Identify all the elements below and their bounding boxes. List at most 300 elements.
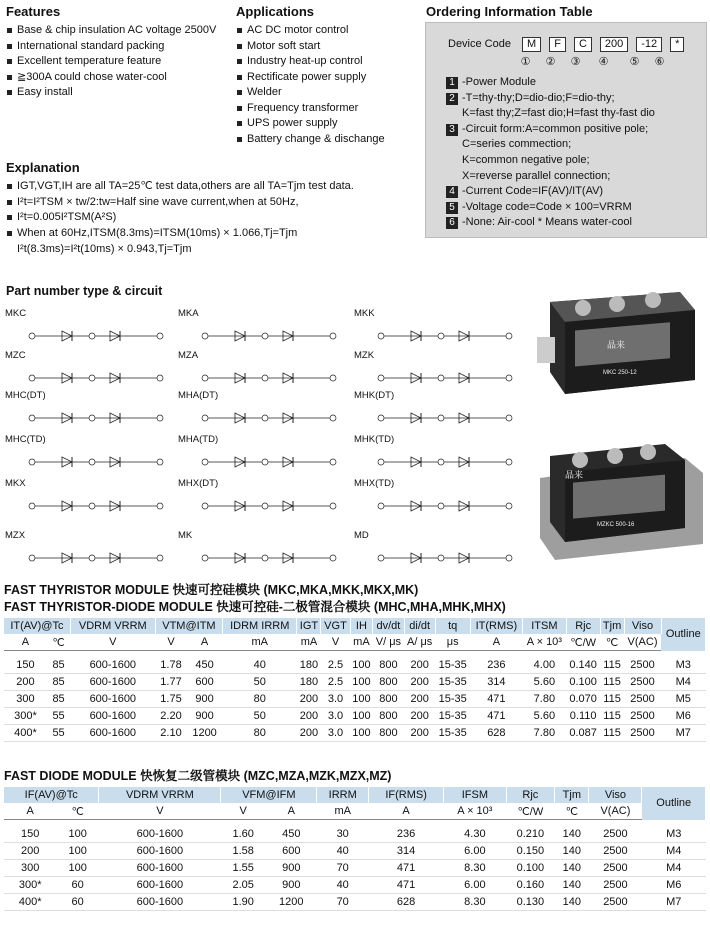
table-cell: 115 bbox=[600, 690, 624, 707]
table-cell: 140 bbox=[555, 842, 589, 859]
table-unit-cell: ℃ bbox=[600, 634, 624, 651]
table-cell: 140 bbox=[555, 893, 589, 910]
thyristor-title-1: FAST THYRISTOR MODULE 快速可控硅模块 (MKC,MKA,MKK,MKX,MK) bbox=[4, 583, 419, 597]
table-unit-cell: A bbox=[187, 634, 223, 651]
module-brand-2: 晶来 bbox=[565, 470, 584, 480]
table-cell: 2500 bbox=[624, 724, 661, 741]
table-cell: 0.110 bbox=[566, 707, 600, 724]
table-unit-cell: V(AC) bbox=[624, 634, 661, 651]
table-header-cell: VFM@IFM bbox=[221, 787, 317, 803]
ordering-item-number: 3 bbox=[446, 124, 458, 136]
table-row bbox=[4, 859, 706, 876]
table-cell: M4 bbox=[642, 842, 706, 859]
ordering-item-text: -Current Code=IF(AV)/IT(AV) bbox=[462, 185, 604, 198]
table-cell: 2500 bbox=[624, 673, 661, 690]
table-cell: 300 bbox=[4, 859, 56, 876]
table-row bbox=[4, 690, 706, 707]
table-unit-cell: ℃ bbox=[555, 803, 589, 820]
table-cell: 450 bbox=[266, 826, 317, 843]
table-cell: 600-1600 bbox=[70, 657, 155, 674]
table-header-row bbox=[4, 787, 706, 803]
table-header-cell: IT(RMS) bbox=[470, 618, 523, 634]
circuit-diagram bbox=[10, 540, 170, 574]
thyristor-table bbox=[4, 618, 706, 742]
explanation-section bbox=[6, 160, 354, 257]
table-cell: 115 bbox=[600, 724, 624, 741]
table-cell: 2500 bbox=[589, 893, 642, 910]
table-cell: 115 bbox=[600, 707, 624, 724]
circuit-label: MZX bbox=[5, 530, 26, 541]
circuit-label: MKC bbox=[5, 308, 27, 319]
ordering-item-number: 4 bbox=[446, 186, 458, 198]
table-cell: M3 bbox=[661, 657, 705, 674]
table-cell: 4.30 bbox=[444, 826, 506, 843]
table-header-row bbox=[4, 618, 706, 634]
table-cell: 0.160 bbox=[506, 876, 555, 893]
ordering-item-text: K=common negative pole; bbox=[462, 153, 590, 166]
table-cell: 800 bbox=[373, 707, 404, 724]
feature-item: Excellent temperature feature bbox=[6, 54, 216, 70]
circuit-label: MZK bbox=[354, 350, 375, 361]
circuit-diagram bbox=[183, 488, 343, 522]
table-cell: 100 bbox=[56, 842, 99, 859]
table-header-cell: VDRM VRRM bbox=[70, 618, 155, 634]
application-item: AC DC motor control bbox=[236, 23, 385, 39]
table-cell: 140 bbox=[555, 826, 589, 843]
table-cell: 85 bbox=[47, 673, 70, 690]
table-cell: 600-1600 bbox=[99, 859, 221, 876]
table-cell: 50 bbox=[222, 673, 297, 690]
table-cell: 180 bbox=[297, 673, 321, 690]
table-cell: 50 bbox=[222, 707, 297, 724]
table-cell: 80 bbox=[222, 690, 297, 707]
table-cell: 200 bbox=[404, 673, 435, 690]
table-cell: 2500 bbox=[589, 842, 642, 859]
table-cell: 600-1600 bbox=[70, 673, 155, 690]
table-cell: 140 bbox=[555, 859, 589, 876]
table-cell: 1200 bbox=[266, 893, 317, 910]
explanation-title: Explanation bbox=[6, 160, 80, 175]
device-code-row bbox=[448, 37, 684, 52]
table-cell: 900 bbox=[266, 876, 317, 893]
table-row bbox=[4, 724, 706, 741]
table-cell: 15-35 bbox=[435, 657, 470, 674]
table-cell: 0.150 bbox=[506, 842, 555, 859]
table-unit-cell: A bbox=[470, 634, 523, 651]
table-cell: 1.55 bbox=[221, 859, 266, 876]
module-code-2: MZKC 500-16 bbox=[597, 522, 635, 528]
table-unit-cell: V bbox=[99, 803, 221, 820]
circuit-diagram bbox=[359, 444, 519, 478]
table-cell: 1.75 bbox=[155, 690, 186, 707]
ordering-item bbox=[446, 91, 704, 107]
circuit-label: MHK(DT) bbox=[354, 390, 395, 401]
table-cell: 2.05 bbox=[221, 876, 266, 893]
table-header-cell: ITSM bbox=[523, 618, 566, 634]
circuit-label: MZA bbox=[178, 350, 199, 361]
circuit-diagram bbox=[183, 318, 343, 352]
code-box: F bbox=[549, 37, 566, 52]
circuit-diagram bbox=[183, 400, 343, 434]
table-cell: 2500 bbox=[589, 826, 642, 843]
table-cell: 300* bbox=[4, 876, 56, 893]
table-cell: 200 bbox=[297, 724, 321, 741]
table-cell: 5.60 bbox=[523, 707, 566, 724]
table-cell: 15-35 bbox=[435, 690, 470, 707]
table-unit-cell: V(AC) bbox=[589, 803, 642, 820]
applications-list bbox=[236, 23, 385, 147]
ordering-item-number: 2 bbox=[446, 93, 458, 105]
table-unit-cell: A bbox=[4, 634, 47, 651]
table-cell: 600-1600 bbox=[70, 724, 155, 741]
table-cell: 200 bbox=[297, 690, 321, 707]
ordering-item bbox=[446, 200, 704, 216]
table-cell: 3.0 bbox=[321, 724, 350, 741]
table-unit-cell: A bbox=[266, 803, 317, 820]
table-cell: 600-1600 bbox=[99, 842, 221, 859]
table-cell: 800 bbox=[373, 657, 404, 674]
circuit-diagrams bbox=[0, 300, 530, 575]
table-cell: 100 bbox=[350, 673, 373, 690]
table-row bbox=[4, 842, 706, 859]
table-unit-cell: V bbox=[70, 634, 155, 651]
table-cell: 100 bbox=[56, 826, 99, 843]
ordering-item-text: -None: Air-cool * Means water-cool bbox=[462, 216, 632, 229]
table-unit-cell: ℃/W bbox=[566, 634, 600, 651]
table-cell: 115 bbox=[600, 657, 624, 674]
table-header-cell: Tjm bbox=[600, 618, 624, 634]
circuit-diagram bbox=[183, 540, 343, 574]
table-cell: 600 bbox=[187, 673, 223, 690]
application-item: Industry heat-up control bbox=[236, 54, 385, 70]
table-header-cell: Viso bbox=[589, 787, 642, 803]
code-number: ② bbox=[545, 56, 556, 68]
table-unit-cell: V bbox=[321, 634, 350, 651]
table-header-cell: IDRM IRRM bbox=[222, 618, 297, 634]
table-cell: 900 bbox=[187, 690, 223, 707]
table-cell: 115 bbox=[600, 673, 624, 690]
circuit-diagram bbox=[359, 360, 519, 394]
table-cell: 0.100 bbox=[506, 859, 555, 876]
ordering-item bbox=[446, 215, 704, 231]
table-cell: 0.100 bbox=[566, 673, 600, 690]
feature-item: Easy install bbox=[6, 85, 216, 101]
table-unit-row bbox=[4, 803, 706, 820]
ordering-item bbox=[446, 184, 704, 200]
ordering-item bbox=[446, 75, 704, 91]
table-cell: 1.78 bbox=[155, 657, 186, 674]
application-item: Welder bbox=[236, 85, 385, 101]
ordering-item-text: -T=thy-thy;D=dio-dio;F=dio-thy; bbox=[462, 91, 615, 104]
table-row bbox=[4, 826, 706, 843]
circuit-label: MHX(TD) bbox=[354, 478, 395, 489]
application-item: Motor soft start bbox=[236, 39, 385, 55]
table-header-cell: VGT bbox=[321, 618, 350, 634]
explanation-extra: I²t(8.3ms)=I²t(10ms) × 0.943,Tj=Tjm bbox=[17, 243, 192, 255]
table-cell: 800 bbox=[373, 724, 404, 741]
table-unit-cell: μs bbox=[435, 634, 470, 651]
table-cell: 80 bbox=[222, 724, 297, 741]
code-box: C bbox=[574, 37, 592, 52]
table-cell: 314 bbox=[368, 842, 443, 859]
table-unit-cell: A bbox=[368, 803, 443, 820]
table-cell: 2500 bbox=[624, 657, 661, 674]
device-code-boxes bbox=[514, 38, 684, 50]
table-cell: 60 bbox=[56, 876, 99, 893]
table-cell: 140 bbox=[555, 876, 589, 893]
diode-title: FAST DIODE MODULE 快恢复二级管模块 (MZC,MZA,MZK,MZX,MZ) bbox=[4, 769, 392, 783]
table-cell: 0.087 bbox=[566, 724, 600, 741]
table-header-cell: Tjm bbox=[555, 787, 589, 803]
table-cell: 471 bbox=[368, 876, 443, 893]
table-cell: M7 bbox=[642, 893, 706, 910]
table-cell: 2500 bbox=[589, 876, 642, 893]
table-unit-cell: ℃/W bbox=[506, 803, 555, 820]
table-cell: 2.5 bbox=[321, 673, 350, 690]
thyristor-title-2: FAST THYRISTOR-DIODE MODULE 快速可控硅-二极管混合模块 (MHC,MHA,MHK,MHX) bbox=[4, 600, 506, 614]
table-cell: 200 bbox=[297, 707, 321, 724]
table-cell: 1.77 bbox=[155, 673, 186, 690]
table-cell: 600 bbox=[266, 842, 317, 859]
table-cell: 450 bbox=[187, 657, 223, 674]
module-image-mzkc bbox=[535, 438, 705, 560]
table-unit-cell: mA bbox=[317, 803, 369, 820]
table-cell: M3 bbox=[642, 826, 706, 843]
table-header-cell: tq bbox=[435, 618, 470, 634]
features-list bbox=[6, 23, 216, 101]
code-number: ③ bbox=[570, 56, 581, 68]
table-cell: 6.00 bbox=[444, 876, 506, 893]
code-box: 200 bbox=[600, 37, 628, 52]
table-cell: 2500 bbox=[589, 859, 642, 876]
table-cell: 15-35 bbox=[435, 673, 470, 690]
table-cell: 8.30 bbox=[444, 893, 506, 910]
table-cell: M7 bbox=[661, 724, 705, 741]
table-cell: 600-1600 bbox=[99, 826, 221, 843]
ordering-item-text: -Power Module bbox=[462, 76, 536, 88]
table-header-cell: Outline bbox=[661, 618, 705, 651]
table-cell: 236 bbox=[470, 657, 523, 674]
table-cell: M6 bbox=[661, 707, 705, 724]
table-cell: 2500 bbox=[624, 707, 661, 724]
table-cell: 2.10 bbox=[155, 724, 186, 741]
explanation-item: When at 60Hz,ITSM(8.3ms)=ITSM(10ms) × 1.066,Tj=Tjm bbox=[6, 226, 354, 242]
table-cell: 55 bbox=[47, 724, 70, 741]
table-cell: 70 bbox=[317, 893, 369, 910]
circuit-label: MKX bbox=[5, 478, 26, 489]
table-unit-cell: mA bbox=[297, 634, 321, 651]
table-unit-cell: mA bbox=[222, 634, 297, 651]
ordering-list bbox=[446, 75, 704, 231]
ordering-item-text: X=reverse parallel connection; bbox=[462, 169, 611, 182]
table-unit-cell: V bbox=[221, 803, 266, 820]
circuit-label: MD bbox=[354, 530, 369, 541]
table-cell: M5 bbox=[661, 690, 705, 707]
table-cell: 40 bbox=[222, 657, 297, 674]
table-header-cell: IRRM bbox=[317, 787, 369, 803]
table-cell: 200 bbox=[404, 657, 435, 674]
application-item: Frequency transformer bbox=[236, 101, 385, 117]
ordering-item-number: 5 bbox=[446, 202, 458, 214]
table-cell: 55 bbox=[47, 707, 70, 724]
table-cell: 5.60 bbox=[523, 673, 566, 690]
table-cell: 8.30 bbox=[444, 859, 506, 876]
table-row bbox=[4, 673, 706, 690]
explanation-item: I²t=0.005I²TSM(A²S) bbox=[6, 210, 354, 226]
table-cell: 471 bbox=[470, 690, 523, 707]
table-unit-cell: V bbox=[155, 634, 186, 651]
table-cell: 0.130 bbox=[506, 893, 555, 910]
table-cell: 400* bbox=[4, 893, 56, 910]
circuit-diagram bbox=[359, 488, 519, 522]
table-cell: 150 bbox=[4, 657, 47, 674]
features-section bbox=[6, 4, 216, 101]
circuit-diagram bbox=[359, 318, 519, 352]
explanation-item: IGT,VGT,IH are all TA=25℃ test data,others are all TA=Tjm test data. bbox=[6, 179, 354, 195]
table-header-cell: IF(AV)@Tc bbox=[4, 787, 99, 803]
table-cell: 471 bbox=[470, 707, 523, 724]
table-cell: 471 bbox=[368, 859, 443, 876]
explanation-list bbox=[6, 179, 354, 241]
code-number: ① bbox=[520, 56, 531, 68]
applications-section bbox=[236, 4, 385, 147]
ordering-panel bbox=[425, 22, 707, 238]
table-cell: 85 bbox=[47, 657, 70, 674]
table-row bbox=[4, 657, 706, 674]
table-cell: 0.210 bbox=[506, 826, 555, 843]
table-cell: 7.80 bbox=[523, 690, 566, 707]
explanation-item: I²t=I²TSM × tw/2:tw=Half sine wave current,when at 50Hz, bbox=[6, 195, 354, 211]
table-cell: 400* bbox=[4, 724, 47, 741]
ordering-item-text: C=series commection; bbox=[462, 138, 572, 151]
table-cell: 60 bbox=[56, 893, 99, 910]
table-cell: 40 bbox=[317, 842, 369, 859]
table-cell: 100 bbox=[350, 657, 373, 674]
table-cell: 628 bbox=[368, 893, 443, 910]
code-box: -12 bbox=[636, 37, 662, 52]
circuit-diagram bbox=[183, 360, 343, 394]
ordering-item-text: -Circuit form:A=common positive pole; bbox=[462, 122, 649, 135]
table-cell: 600-1600 bbox=[99, 876, 221, 893]
feature-item: International standard packing bbox=[6, 39, 216, 55]
code-number: ⑥ bbox=[654, 56, 665, 68]
table-cell: 85 bbox=[47, 690, 70, 707]
circuit-label: MHK(TD) bbox=[354, 434, 395, 445]
table-cell: 800 bbox=[373, 673, 404, 690]
circuit-diagram bbox=[10, 488, 170, 522]
code-number: ④ bbox=[598, 56, 609, 68]
table-unit-cell: A × 10³ bbox=[444, 803, 506, 820]
table-cell: 600-1600 bbox=[99, 893, 221, 910]
table-unit-cell: A × 10³ bbox=[523, 634, 566, 651]
circuit-label: MHA(TD) bbox=[178, 434, 219, 445]
table-cell: 900 bbox=[266, 859, 317, 876]
table-cell: 314 bbox=[470, 673, 523, 690]
table-header-cell: Outline bbox=[642, 787, 706, 820]
table-cell: 180 bbox=[297, 657, 321, 674]
circuit-diagram bbox=[359, 400, 519, 434]
table-row bbox=[4, 707, 706, 724]
table-cell: 15-35 bbox=[435, 724, 470, 741]
features-title: Features bbox=[6, 4, 61, 19]
application-item: Rectificate power supply bbox=[236, 70, 385, 86]
table-header-cell: Rjc bbox=[566, 618, 600, 634]
code-box: * bbox=[670, 37, 684, 52]
circuit-diagram bbox=[183, 444, 343, 478]
table-cell: 800 bbox=[373, 690, 404, 707]
circuit-label: MHC(DT) bbox=[5, 390, 46, 401]
table-cell: 3.0 bbox=[321, 690, 350, 707]
ordering-item-number: 1 bbox=[446, 77, 458, 89]
table-header-cell: Rjc bbox=[506, 787, 555, 803]
module-brand-1: 晶来 bbox=[607, 340, 626, 350]
table-header-cell: IH bbox=[350, 618, 373, 634]
table-cell: M4 bbox=[661, 673, 705, 690]
table-header-cell: di/dt bbox=[404, 618, 435, 634]
table-cell: 100 bbox=[56, 859, 99, 876]
circuit-label: MKK bbox=[354, 308, 375, 319]
table-cell: 900 bbox=[187, 707, 223, 724]
circuit-label: MHC(TD) bbox=[5, 434, 46, 445]
table-cell: 1200 bbox=[187, 724, 223, 741]
table-cell: 600-1600 bbox=[70, 707, 155, 724]
table-unit-cell: ℃ bbox=[47, 634, 70, 651]
circuit-label: MK bbox=[178, 530, 193, 541]
table-cell: 2.20 bbox=[155, 707, 186, 724]
table-header-cell: IF(RMS) bbox=[368, 787, 443, 803]
table-header-cell: IT(AV)@Tc bbox=[4, 618, 70, 634]
table-cell: 200 bbox=[4, 673, 47, 690]
table-row bbox=[4, 876, 706, 893]
module-code-1: MKC 250-12 bbox=[603, 370, 637, 376]
diode-table bbox=[4, 787, 706, 911]
table-cell: 70 bbox=[317, 859, 369, 876]
table-cell: 4.00 bbox=[523, 657, 566, 674]
table-unit-cell: ℃ bbox=[56, 803, 99, 820]
table-cell: 30 bbox=[317, 826, 369, 843]
table-cell: 200 bbox=[404, 707, 435, 724]
circuit-label: MHX(DT) bbox=[178, 478, 219, 489]
table-cell: 236 bbox=[368, 826, 443, 843]
table-cell: 300* bbox=[4, 707, 47, 724]
table-cell: 2500 bbox=[624, 690, 661, 707]
circuit-title: Part number type & circuit bbox=[6, 284, 163, 298]
table-header-cell: IGT bbox=[297, 618, 321, 634]
circuit-label: MKA bbox=[178, 308, 199, 319]
table-unit-cell: V/ μs bbox=[373, 634, 404, 651]
table-cell: 15-35 bbox=[435, 707, 470, 724]
table-cell: 40 bbox=[317, 876, 369, 893]
table-cell: 200 bbox=[404, 724, 435, 741]
circuit-diagram bbox=[10, 360, 170, 394]
table-unit-row bbox=[4, 634, 706, 651]
table-cell: 7.80 bbox=[523, 724, 566, 741]
circuit-diagram bbox=[10, 318, 170, 352]
ordering-item-text: -Voltage code=Code × 100=VRRM bbox=[462, 200, 632, 213]
table-header-cell: Viso bbox=[624, 618, 661, 634]
code-number: ⑤ bbox=[629, 56, 640, 68]
ordering-item-text: K=fast thy;Z=fast dio;H=fast thy-fast dio bbox=[462, 107, 655, 120]
table-header-cell: IFSM bbox=[444, 787, 506, 803]
table-cell: 1.90 bbox=[221, 893, 266, 910]
table-header-cell: dv/dt bbox=[373, 618, 404, 634]
ordering-title: Ordering Information Table bbox=[426, 4, 593, 19]
table-cell: 3.0 bbox=[321, 707, 350, 724]
table-cell: 200 bbox=[404, 690, 435, 707]
table-cell: 100 bbox=[350, 690, 373, 707]
code-box: M bbox=[522, 37, 541, 52]
feature-item: ≧300A could chose water-cool bbox=[6, 70, 216, 86]
